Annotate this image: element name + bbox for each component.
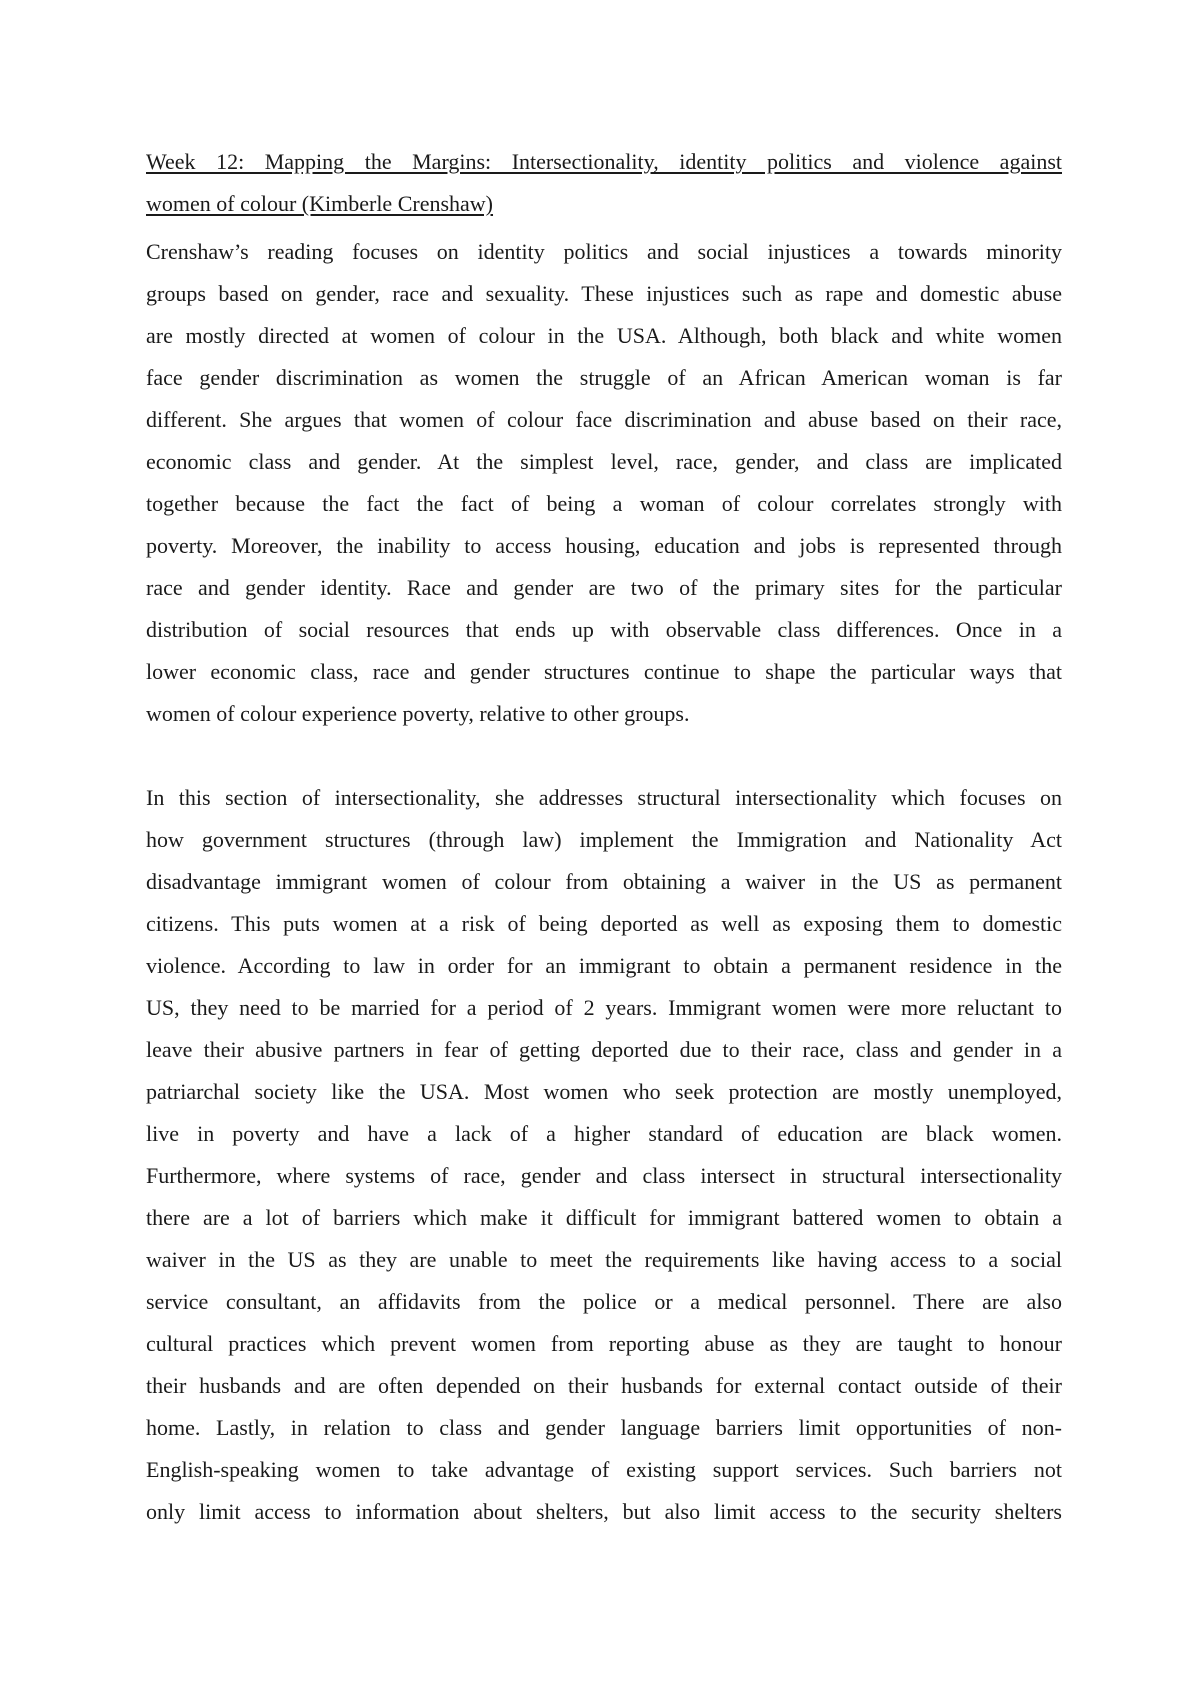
paragraph-line: home. Lastly, in relation to class and gender language barriers limit opportunities of non- xyxy=(146,1415,1062,1440)
title-line-2: women of colour (Kimberle Crenshaw) xyxy=(146,191,494,216)
paragraph-line: live in poverty and have a lack of a higher standard of education are black women. xyxy=(146,1121,1062,1146)
paragraph-line: face gender discrimination as women the struggle of an African American woman is far xyxy=(146,365,1062,390)
paragraph-line: leave their abusive partners in fear of getting deported due to their race, class and gender in a xyxy=(146,1037,1062,1062)
paragraph-line: violence. According to law in order for an immigrant to obtain a permanent residence in the xyxy=(146,953,1062,978)
paragraph-line: only limit access to information about shelters, but also limit access to the security shelters xyxy=(146,1499,1062,1524)
paragraph-line: Furthermore, where systems of race, gender and class intersect in structural intersectionality xyxy=(146,1163,1062,1188)
paragraph-line: are mostly directed at women of colour in the USA. Although, both black and white women xyxy=(146,323,1062,348)
paragraph-line: there are a lot of barriers which make it difficult for immigrant battered women to obtain a xyxy=(146,1205,1062,1230)
paragraph-line: groups based on gender, race and sexuality. These injustices such as rape and domestic abuse xyxy=(146,281,1062,306)
paragraph-line: different. She argues that women of colour face discrimination and abuse based on their race, xyxy=(146,407,1062,432)
paragraph-line: service consultant, an affidavits from the police or a medical personnel. There are also xyxy=(146,1289,1062,1314)
paragraph-line: distribution of social resources that ends up with observable class differences. Once in a xyxy=(146,617,1062,642)
title-line-1: Week 12: Mapping the Margins: Intersectionality, identity politics and violence against xyxy=(146,149,1062,174)
paragraph-2 xyxy=(146,777,1062,1533)
paragraph-line: race and gender identity. Race and gender are two of the primary sites for the particular xyxy=(146,575,1062,600)
paragraph-line: economic class and gender. At the simplest level, race, gender, and class are implicated xyxy=(146,449,1062,474)
paragraph-line: English-speaking women to take advantage of existing support services. Such barriers not xyxy=(146,1457,1062,1482)
paragraph-line: their husbands and are often depended on their husbands for external contact outside of their xyxy=(146,1373,1062,1398)
document-title xyxy=(146,141,1062,225)
paragraph-line: citizens. This puts women at a risk of being deported as well as exposing them to domestic xyxy=(146,911,1062,936)
paragraph-line: how government structures (through law) implement the Immigration and Nationality Act xyxy=(146,827,1062,852)
paragraph-line: Crenshaw’s reading focuses on identity politics and social injustices a towards minority xyxy=(146,239,1062,264)
document-body xyxy=(146,141,1062,1533)
paragraph-line: patriarchal society like the USA. Most women who seek protection are mostly unemployed, xyxy=(146,1079,1062,1104)
paragraph-line: poverty. Moreover, the inability to access housing, education and jobs is represented through xyxy=(146,533,1062,558)
paragraph-line: waiver in the US as they are unable to meet the requirements like having access to a social xyxy=(146,1247,1062,1272)
paragraph-line: disadvantage immigrant women of colour from obtaining a waiver in the US as permanent xyxy=(146,869,1062,894)
paragraph-line: women of colour experience poverty, relative to other groups. xyxy=(146,701,690,726)
paragraph-line: In this section of intersectionality, she addresses structural intersectionality which focuses on xyxy=(146,785,1062,810)
paragraph-line: lower economic class, race and gender structures continue to shape the particular ways that xyxy=(146,659,1062,684)
paragraph-line: US, they need to be married for a period of 2 years. Immigrant women were more reluctant to xyxy=(146,995,1062,1020)
paragraph-line: together because the fact the fact of being a woman of colour correlates strongly with xyxy=(146,491,1062,516)
paragraph-line: cultural practices which prevent women from reporting abuse as they are taught to honour xyxy=(146,1331,1062,1356)
paragraph-1 xyxy=(146,231,1062,735)
